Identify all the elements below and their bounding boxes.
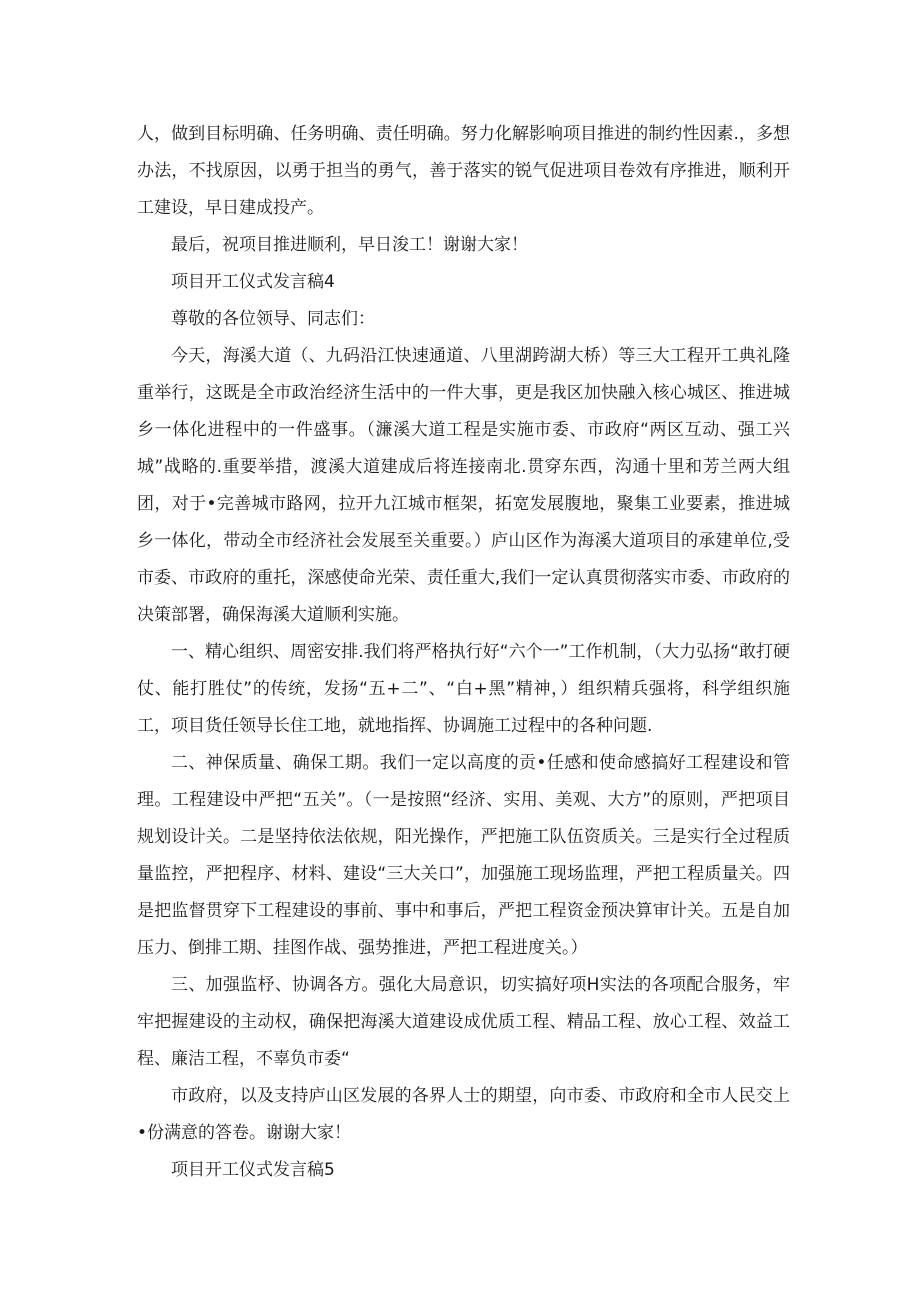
paragraph-point-one: 一、精心组织、周密安排.我们将严格执行好“六个一”工作机制，（大力弘扬“敢打硬仗、能打胜仗”的传统，发扬“五+二”、“白+黑”精神，）组织精兵强将，科学组织施工，项目货任领导长住工地，就地指挥、协调施工过程中的各种问题. (137, 642, 790, 736)
paragraph-continuation: 人，做到目标明确、任务明确、责任明确。努力化解影响项目推进的制约性因素.，多想办法，不找原因，以勇于担当的勇气，善于落实的锐气促进项目卷效有序推进，顺利开工建设，早日建成投产。 (137, 124, 790, 218)
section-heading-speech-4: 项目开工仪式发言稿4 (171, 272, 335, 292)
paragraph-closing-wish: 最后，祝项目推进顺利，早日浚工！谢谢大家！ (171, 235, 528, 255)
paragraph-point-two: 二、神保质量、确保工期。我们一定以高度的贡•任感和使命感搞好工程建设和管理。工程建设中严把“五关”。（一是按照“经济、实用、美观、大方”的原则，严把项目规划设计关。二是坚持依法依规，阳光操作，严把施工队伍资质关。三是实行全过程质量监控，严把程序、材料、建设“三大关口”，加强施工现场监理，严把工程质量关。四是把监督贯穿下工程建设的事前、事中和事后，严把工程资金预决算审计关。五是自加压力、倒排工期、挂图作战、强势推进，严把工程进度关。） (137, 753, 790, 958)
paragraph-salutation: 尊敬的各位领导、同志们： (171, 309, 375, 329)
paragraph-point-three: 三、加强监杼、协调各方。强化大局意识，切实搞好项H实法的各项配合服务，牢牢把握建设的主动权，确保把海溪大道建设成优质工程、精品工程、放心工程、效益工程、廉洁工程，不辜负市委“ (137, 975, 790, 1069)
paragraph-introduction: 今天，海溪大道（、九码沿江快速通道、八里湖跨湖大桥）等三大工程开工典礼隆重举行，这既是全市政治经济生活中的一件大事，更是我区加快融入核心城区、推进城乡一体化进程中的一件盛事。（濂溪大道工程是实施市委、市政府“两区互动、强工兴城”战略的.重要举措，渡溪大道建成后将连接南北.贯穿东西，沟通十里和芳兰两大组团，对于•完善城市路网，拉开九江城市框架，拓宽发展腹地，聚集工业要素，推进城乡一体化，带动全市经济社会发展至关重要。）庐山区作为海溪大道项目的承建单位,受市委、市政府的重托，深感使命光荣、责任重大,我们一定认真贯彻落实市委、市政府的决策部署，确保海溪大道顺利实施。 (137, 346, 790, 625)
paragraph-conclusion: 市政府，以及支持庐山区发展的各界人士的期望，向市委、市政府和全市人民交上•份满意的答卷。谢谢大家！ (137, 1086, 790, 1143)
section-heading-speech-5: 项目开工仪式发言稿5 (171, 1160, 335, 1180)
